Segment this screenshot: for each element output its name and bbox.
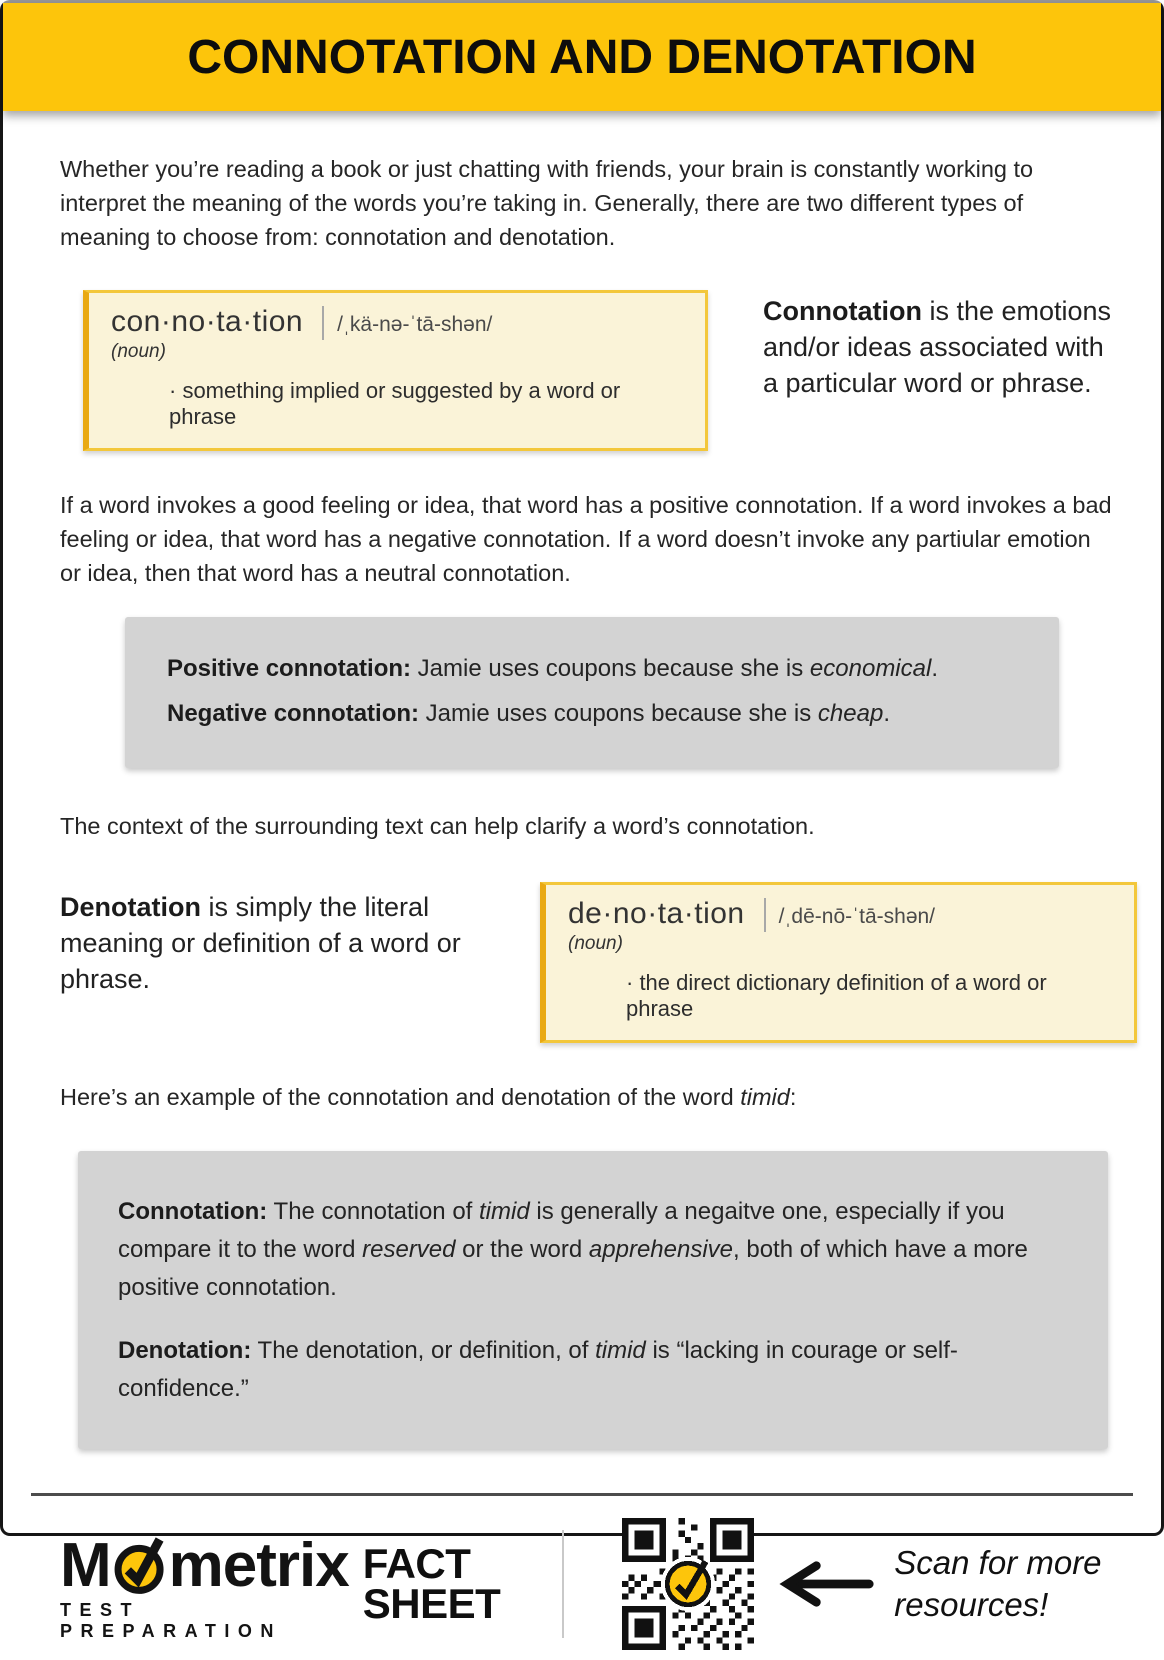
logo-tagline: TEST PREPARATION [60, 1600, 282, 1642]
timid-example-box [78, 1151, 1108, 1449]
fact-sheet-label [362, 1539, 501, 1627]
phonetic-spelling: /ˌdē-nō-ˈtā-shən/ [778, 904, 936, 928]
denotation-definition-box [540, 882, 1137, 1043]
positive-connotation-example [167, 655, 1017, 683]
definition-text: · the direct dictionary definition of a word or phrase [626, 969, 1047, 1021]
page-title: CONNOTATION AND DENOTATION [187, 30, 977, 84]
title-banner [3, 3, 1161, 111]
run: is generally a negaitve one, especially if you compare it to the word [118, 1197, 1005, 1264]
callout-lead: Denotation [60, 891, 201, 922]
feelings-paragraph: If a word invokes a good feeling or idea, that word has a positive connotation. If a word invokes a bad feeling or idea, that word has a negative connotation. If a word doesn’t invoke any partiular emotion or idea, then that word has a neutral connotation. [60, 492, 1112, 587]
arrow-left-icon [776, 1559, 876, 1609]
example-text: Jamie uses coupons because she is [411, 654, 810, 682]
headword-line [111, 305, 685, 340]
example-label: Connotation: [118, 1197, 268, 1225]
headword: con·no·ta·tion [111, 305, 304, 339]
phonetic-spelling: /ˌkä-nə-ˈtā-shən/ [337, 313, 493, 337]
part-of-speech: (noun) [568, 932, 623, 954]
run: , both of which have a more positive connotation. [118, 1236, 1028, 1302]
divider-bar [764, 898, 766, 932]
run: is “lacking in courage or self-confidence.” [118, 1336, 958, 1403]
example-period: . [931, 654, 938, 682]
connotation-definition-box [83, 290, 708, 451]
callout-lead: Connotation [763, 296, 922, 327]
timid-denotation-paragraph [118, 1332, 1068, 1409]
logo-rest: metrix [168, 1531, 349, 1601]
footer-vertical-divider [562, 1530, 564, 1638]
emphasis: reserved [362, 1236, 456, 1264]
timid-connotation-paragraph [118, 1193, 1068, 1308]
qr-center-logo [661, 1557, 715, 1611]
run: or the word [455, 1236, 589, 1264]
callout-rest: is the emotions and/or ideas associated with a particular word or phrase. [763, 296, 1112, 399]
headword: de·no·ta·tion [568, 896, 745, 930]
fact-line: FACT [362, 1539, 471, 1587]
definition-text: · something implied or suggested by a word or phrase [169, 378, 621, 430]
example-label: Denotation: [118, 1336, 252, 1364]
callout-rest: is simply the literal meaning or definition of a word or phrase. [60, 891, 461, 994]
example-emphasis: cheap [817, 699, 884, 727]
example-text: Jamie uses coupons because she is [419, 699, 818, 727]
example-period: . [883, 699, 890, 727]
emphasis: timid [479, 1197, 530, 1225]
denotation-definition-row [60, 882, 1117, 1043]
context-note: The context of the surrounding text can help clarify a word’s connotation. [60, 812, 815, 839]
qr-finder-top-right [710, 1518, 754, 1562]
part-of-speech: (noun) [111, 341, 166, 363]
run: The connotation of [267, 1197, 480, 1225]
connotation-definition-row [60, 290, 1117, 451]
intro-emphasis: timid [740, 1083, 790, 1110]
timid-intro-line [60, 1081, 1117, 1115]
intro-colon: : [789, 1083, 797, 1110]
logo-wordmark [60, 1525, 349, 1601]
negative-connotation-example [167, 700, 1017, 728]
emphasis: timid [595, 1336, 646, 1364]
intro-run: Here’s an example of the connotation and denotation of the word [60, 1083, 741, 1110]
emphasis: apprehensive [588, 1236, 734, 1264]
sheet-line: SHEET [362, 1579, 501, 1627]
scan-cta: Scan for more resources! [894, 1544, 1102, 1623]
headword-line [568, 897, 1114, 932]
example-emphasis: economical [809, 654, 932, 682]
footer-divider-rule [31, 1493, 1133, 1496]
example-label: Positive connotation: [167, 654, 412, 682]
connotation-callout [763, 294, 1117, 402]
footer [60, 1518, 1117, 1660]
denotation-callout [60, 890, 492, 998]
mometrix-logo [60, 1525, 349, 1642]
content [3, 153, 1161, 1660]
qr-code [622, 1518, 754, 1650]
coupon-example-box [125, 617, 1059, 768]
divider-bar [322, 306, 324, 340]
qr-finder-top-left [622, 1518, 666, 1562]
qr-finder-bottom-left [622, 1606, 666, 1650]
intro-paragraph: Whether you’re reading a book or just chatting with friends, your brain is constantly working to interpret the meaning of the words you’re taking in. Generally, there are two different types of meaning to choose from: connotation and denotation. [60, 156, 1034, 250]
logo-m: M [60, 1531, 111, 1601]
check-circle-icon [112, 1525, 168, 1597]
run: The denotation, or definition, of [251, 1336, 596, 1364]
example-label: Negative connotation: [167, 699, 420, 727]
